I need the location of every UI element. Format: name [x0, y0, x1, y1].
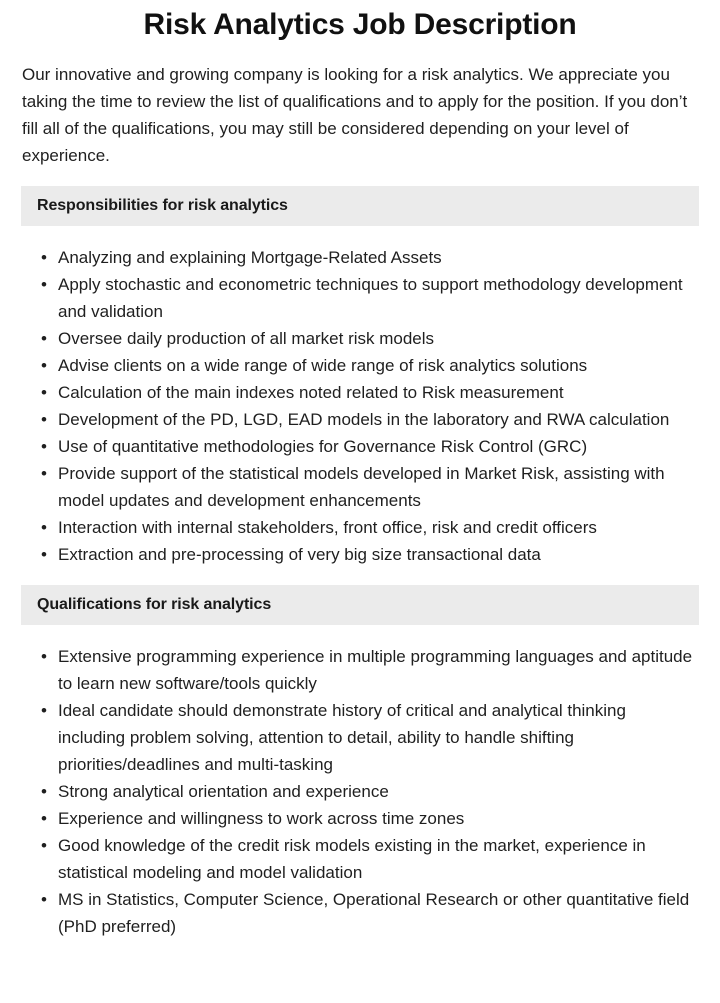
list-item: • Calculation of the main indexes noted related to Risk measurement [0, 379, 720, 406]
section-header-qualifications [21, 585, 699, 625]
list-item: • Extensive programming experience in multiple programming languages and aptitude to learn new software/tools quickly [0, 643, 720, 697]
responsibilities-list [0, 244, 720, 568]
list-item: • Oversee daily production of all market risk models [0, 325, 720, 352]
list-item: • Interaction with internal stakeholders, front office, risk and credit officers [0, 514, 720, 541]
qualifications-list [0, 643, 720, 940]
section-header-responsibilities [21, 186, 699, 226]
list-item: • Advise clients on a wide range of wide range of risk analytics solutions [0, 352, 720, 379]
bottom-spacer [0, 940, 720, 950]
list-item: • Ideal candidate should demonstrate history of critical and analytical thinking including problem solving, attention to detail, ability to handle shifting priorities/deadlines and multi-tasking [0, 697, 720, 778]
list-item: • Analyzing and explaining Mortgage-Related Assets [0, 244, 720, 271]
list-item: • Development of the PD, LGD, EAD models in the laboratory and RWA calculation [0, 406, 720, 433]
list-item: • Use of quantitative methodologies for Governance Risk Control (GRC) [0, 433, 720, 460]
list-item: • Apply stochastic and econometric techniques to support methodology development and validation [0, 271, 720, 325]
section-qualifications [0, 585, 720, 940]
section-responsibilities [0, 186, 720, 568]
list-item: • MS in Statistics, Computer Science, Operational Research or other quantitative field (PhD preferred) [0, 886, 720, 940]
list-item: • Good knowledge of the credit risk models existing in the market, experience in statistical modeling and model validation [0, 832, 720, 886]
intro-paragraph: Our innovative and growing company is looking for a risk analytics. We appreciate you taking the time to review the list of qualifications and to apply for the position. If you don’t fill all of the qualifications, you may still be considered depending on your level of experience. [22, 65, 688, 165]
list-item: • Extraction and pre-processing of very big size transactional data [0, 541, 720, 568]
section-heading-label: Responsibilities for risk analytics [37, 197, 288, 214]
list-item: • Strong analytical orientation and experience [0, 778, 720, 805]
section-heading-label: Qualifications for risk analytics [37, 596, 272, 613]
list-item: • Experience and willingness to work across time zones [0, 805, 720, 832]
page-title: Risk Analytics Job Description [143, 8, 577, 41]
list-item: • Provide support of the statistical models developed in Market Risk, assisting with model updates and development enhancements [0, 460, 720, 514]
